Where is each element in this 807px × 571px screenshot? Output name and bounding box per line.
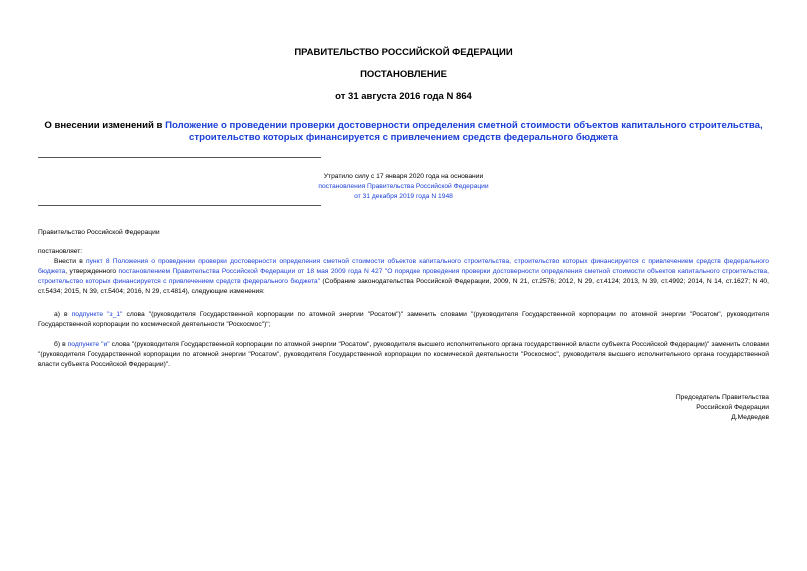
resolves-text: постановляет: bbox=[38, 248, 83, 255]
p1-link-point8[interactable]: пункт 8 Положения о проведении проверки достоверности определения сметной стоимости объектов капитального строительства, строительство которых финансируется с привлечением средств федерального бюджета bbox=[38, 258, 769, 275]
paragraph-main bbox=[38, 257, 769, 297]
p1-text-c: (Собрание законодательства Российской Федерации, 2009, N 21, ст.2576; 2012, N 29, ст.4124; 2013, N 39, ст.4992; 2014, N 14, ст.1627; N 40, ст.5434; 2015, N 39, ст.5404; 2016, N 29, ст.4814), следующие изменения: bbox=[38, 277, 769, 295]
paragraph-a bbox=[38, 310, 769, 330]
status-note bbox=[280, 172, 527, 201]
p1-link-decree427[interactable]: постановлением Правительства Российской Федерации от 18 мая 2009 года N 427 "О порядке проведения проверки достоверности определения сметной стоимости объектов капитального строительства, строительство которых финансируется с привлечением средств федерального бюджета" bbox=[38, 267, 769, 285]
authority-text: Правительство Российской Федерации bbox=[38, 229, 160, 236]
signature-name: Д.Медведев bbox=[731, 414, 769, 422]
pb-link-subpoint[interactable]: подпункте "и" bbox=[67, 341, 110, 348]
status-link-date[interactable]: от 31 декабря 2019 года N 1948 bbox=[354, 192, 453, 200]
signature-block bbox=[569, 393, 769, 424]
status-link-decree[interactable]: постановления Правительства Российской Федерации bbox=[318, 182, 489, 190]
pa-text-a: а) в bbox=[54, 311, 72, 318]
status-line-1: Утратило силу с 17 января 2020 года на основании bbox=[323, 173, 484, 180]
divider-top bbox=[38, 157, 321, 158]
title-link-regulation-cont[interactable]: строительство которых финансируется с привлечением средств федерального бюджета bbox=[189, 132, 618, 143]
p1-text-b: , утвержденного bbox=[65, 267, 119, 275]
divider-bottom bbox=[38, 205, 321, 206]
pa-link-subpoint[interactable]: подпункте "з_1" bbox=[71, 311, 123, 318]
signature-line-2: Российской Федерации bbox=[696, 404, 769, 412]
pb-text-b: слова "(руководителя Государственной корпорации по атомной энергии "Росатом", руководителя высшего исполнительного органа государственной власти субъекта Российской Федерации)" заменить словами "(руководителя Государственной корпорации по атомной энергии "Росатом", руководителя Государственной корпорации по космической деятельности "Роскосмос", руководителя высшего исполнительного органа государственной власти субъекта Российской Федерации)". bbox=[38, 341, 769, 368]
document-title bbox=[40, 120, 767, 144]
p1-text-a: Внести в bbox=[54, 258, 86, 265]
government-heading: ПРАВИТЕЛЬСТВО РОССИЙСКОЙ ФЕДЕРАЦИИ bbox=[294, 47, 513, 58]
document-date-number: от 31 августа 2016 года N 864 bbox=[335, 91, 472, 102]
signature-line-1: Председатель Правительства bbox=[675, 394, 769, 401]
title-link-regulation[interactable]: Положение о проведении проверки достоверности определения сметной стоимости объектов капитального строительства, bbox=[165, 120, 763, 131]
title-prefix: О внесении изменений в bbox=[44, 120, 166, 131]
pa-text-b: слова "(руководителя Государственной корпорации по атомной энергии "Росатом")" заменить словами "(руководителя Государственной корпорации по атомной энергии "Росатом", руководителя Государственной корпорации по космической деятельности "Роскосмос")"; bbox=[38, 311, 770, 328]
paragraph-b bbox=[38, 340, 769, 370]
pb-text-a: б) в bbox=[54, 341, 68, 348]
document-type-heading: ПОСТАНОВЛЕНИЕ bbox=[360, 69, 447, 80]
